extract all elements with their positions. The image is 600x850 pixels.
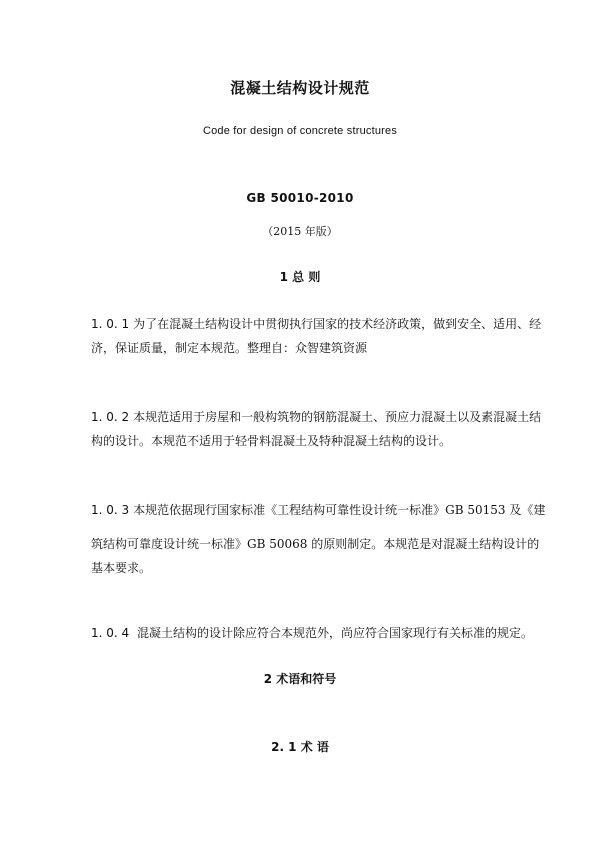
clause-text: 为了在混凝土结构设计中贯彻执行国家的技术经济政策，做到安全、适用、经 bbox=[133, 317, 542, 331]
clause-text: 本规范依据现行国家标准《工程结构可靠性设计统一标准》GB 50153 及《建 bbox=[133, 503, 546, 517]
clause-number: 1. 0. 1 bbox=[91, 317, 130, 331]
clause-line bbox=[91, 498, 546, 522]
clause-number: 1. 0. 2 bbox=[91, 410, 130, 424]
clause-line: 基本要求。 bbox=[91, 561, 152, 575]
clause-number: 1. 0. 3 bbox=[91, 503, 130, 517]
clause-line: 筑结构可靠度设计统一标准》GB 50068 的原则制定。本规范是对混凝土结构设计的 bbox=[91, 537, 540, 551]
clause-1-0-2 bbox=[91, 405, 542, 453]
clause-line: 构的设计。本规范不适用于轻骨料混凝土及特种混凝土结构的设计。 bbox=[91, 434, 452, 448]
clause-text: 混凝土结构的设计除应符合本规范外，尚应符合国家现行有关标准的规定。 bbox=[133, 626, 533, 640]
section-2-1-heading: 2. 1 术 语 bbox=[271, 740, 329, 754]
clause-1-0-1 bbox=[91, 312, 542, 360]
document-title-cn: 混凝土结构设计规范 bbox=[230, 79, 370, 97]
clause-line bbox=[91, 405, 542, 429]
clause-1-0-4 bbox=[91, 621, 533, 645]
clause-line: 济，保证质量，制定本规范。整理自：众智建筑资源 bbox=[91, 341, 368, 355]
edition-label: （2015 年版） bbox=[262, 225, 338, 238]
chapter-1-heading: 1 总 则 bbox=[279, 270, 321, 284]
clause-text: 本规范适用于房屋和一般构筑物的钢筋混凝土、预应力混凝土以及素混凝土结 bbox=[133, 410, 542, 424]
clause-1-0-3 bbox=[91, 498, 546, 580]
clause-number: 1. 0. 4 bbox=[91, 626, 130, 640]
chapter-2-heading: 2 术语和符号 bbox=[263, 672, 337, 686]
standard-code: GB 50010-2010 bbox=[246, 191, 354, 205]
document-title-en: Code for design of concrete structures bbox=[202, 125, 398, 137]
clause-line bbox=[91, 621, 533, 645]
clause-line bbox=[91, 312, 542, 336]
